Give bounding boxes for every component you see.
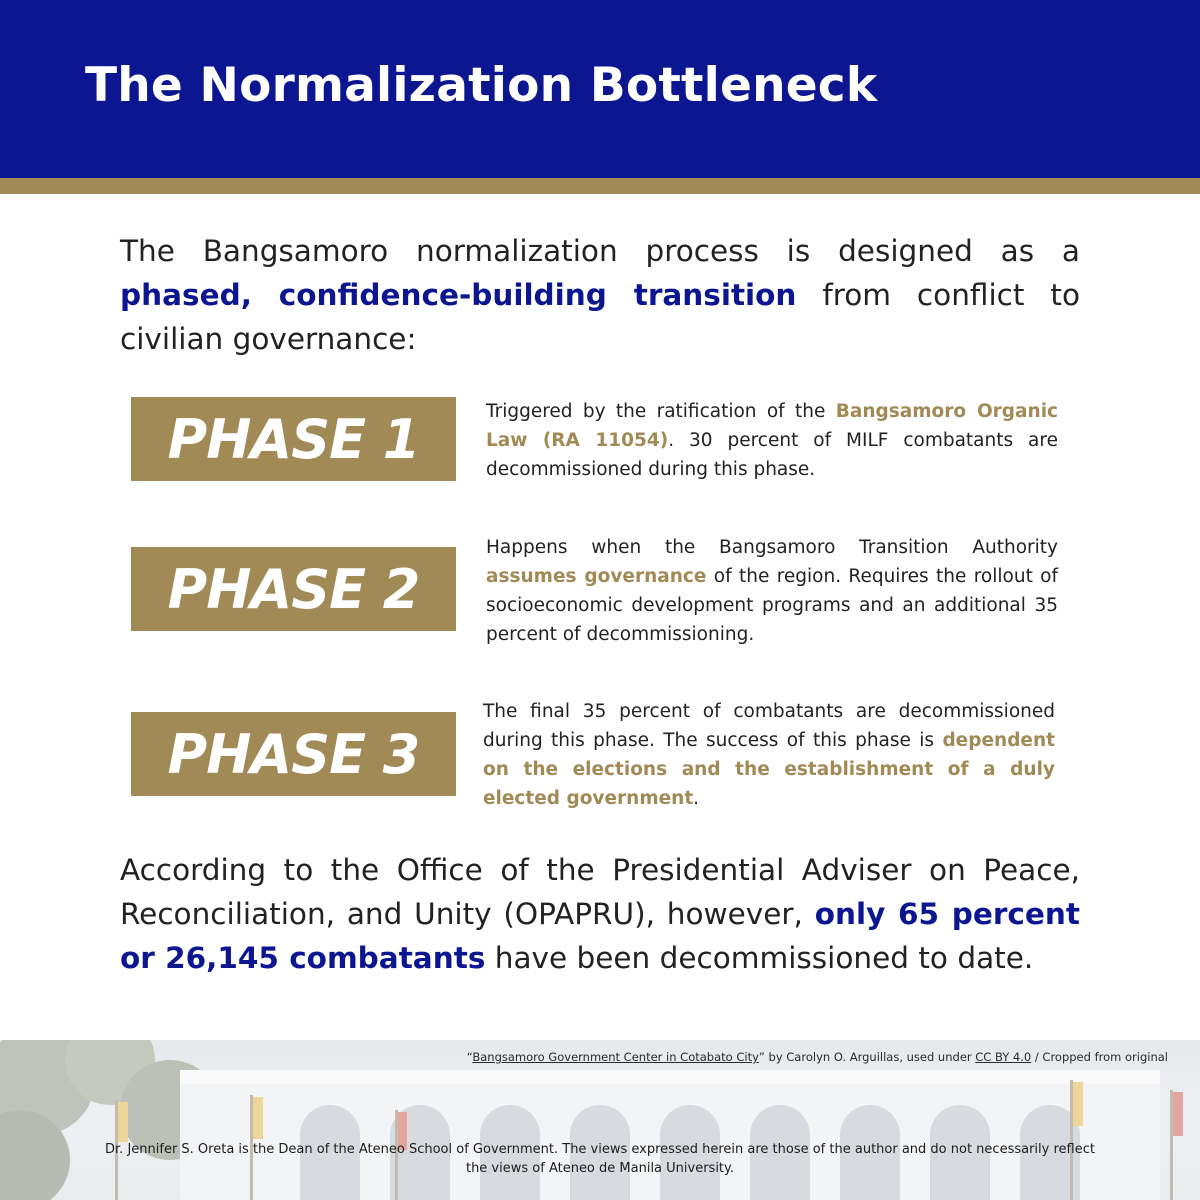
phase-3-highlight: dependent on the elections and the establishment of a duly elected government: [483, 730, 1055, 809]
credit-mid: ” by Carolyn O. Arguillas, used under: [758, 1050, 976, 1064]
phase-3-description: [483, 697, 1055, 813]
intro-paragraph: [120, 229, 1080, 361]
phase-2-text-b: of the region. Requires the rollout of socioeconomic development programs and an additional 35 percent of decommissioning.: [486, 566, 1058, 645]
phase-2-description: [486, 533, 1058, 649]
phase-2-badge: PHASE 2: [131, 547, 456, 631]
header-banner: [0, 0, 1200, 178]
phase-1-text-a: Triggered by the ratification of the: [486, 401, 836, 422]
credit-quote-open: “: [466, 1050, 473, 1064]
page-title: The Normalization Bottleneck: [85, 58, 878, 113]
outro-text-2: have been decommissioned to date.: [485, 941, 1034, 975]
credit-end: / Cropped from original: [1031, 1050, 1168, 1064]
phase-3-text-a: The final 35 percent of combatants are decommissioned during this phase. The success of this phase is: [483, 701, 1055, 751]
credit-photo-link[interactable]: Bangsamoro Government Center in Cotabato City: [472, 1050, 759, 1064]
phase-2-text-a: Happens when the Bangsamoro Transition Authority: [486, 537, 1058, 558]
phase-1-highlight: Bangsamoro Organic Law (RA 11054): [486, 401, 1059, 451]
outro-highlight: only 65 percent or 26,145 combatants: [120, 897, 1080, 975]
intro-highlight: phased, confidence-building transition: [120, 278, 797, 312]
intro-text-2: from conflict to civilian governance:: [120, 278, 1080, 356]
gold-divider: [0, 178, 1200, 194]
outro-text-1: According to the Office of the Presidential Adviser on Peace, Reconciliation, and Unity (OPAPRU), however,: [120, 853, 1080, 931]
footer-photo-banner: [0, 1040, 1200, 1200]
photo-credit: [467, 1050, 1168, 1064]
phase-2-highlight: assumes governance: [486, 566, 707, 587]
credit-license-link[interactable]: CC BY 4.0: [975, 1050, 1032, 1064]
phase-1-text-b: . 30 percent of MILF combatants are decommissioned during this phase.: [486, 430, 1058, 480]
phase-1-description: [486, 397, 1058, 484]
intro-text-1: The Bangsamoro normalization process is designed as a: [120, 234, 1080, 268]
outro-paragraph: [120, 848, 1080, 980]
phase-3-badge: PHASE 3: [131, 712, 456, 796]
phase-3-text-b: .: [693, 788, 700, 809]
phase-1-badge: PHASE 1: [131, 397, 456, 481]
author-disclaimer: Dr. Jennifer S. Oreta is the Dean of the Ateneo School of Government. The views expressed herein are those of the author and do not necessarily reflect the views of Ateneo de Manila University.: [105, 1142, 1095, 1176]
